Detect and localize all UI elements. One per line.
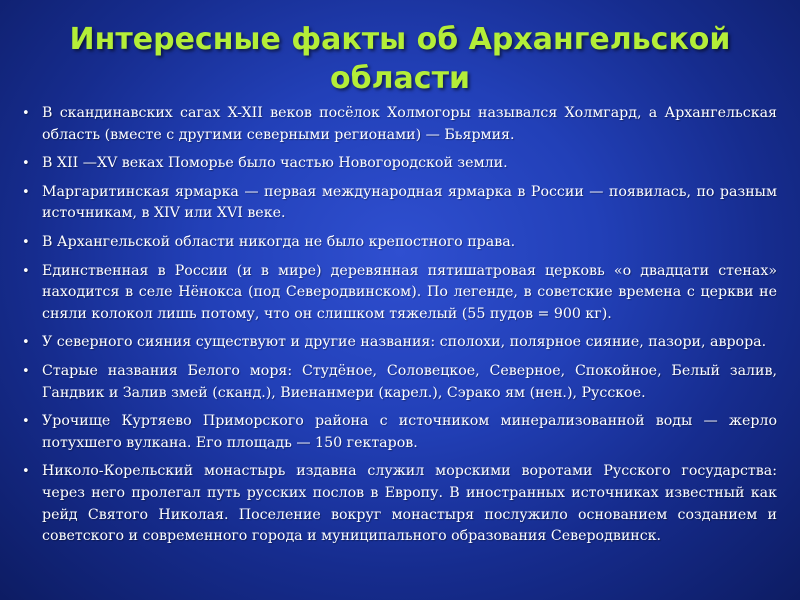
- bullet-icon: •: [22, 234, 30, 250]
- bullet-icon: •: [22, 363, 30, 379]
- fact-text: Единственная в России (и в мире) деревянная пятишатровая церковь «о двадцати стенах» находится в селе Нёнокса (под Северодвинском). По легенде, в советские времена с церкви не сняли колокол лишь потому, что он слишком тяжелый (55 пудов = 900 кг).: [42, 262, 777, 322]
- slide-title-line-2: области: [330, 61, 470, 96]
- bullet-icon: •: [22, 464, 30, 480]
- fact-item: [20, 411, 777, 454]
- bullet-icon: •: [22, 335, 30, 351]
- fact-item: [20, 332, 777, 354]
- fact-item: [20, 103, 777, 146]
- bullet-icon: •: [22, 106, 30, 121]
- bullet-icon: •: [22, 263, 30, 279]
- facts-list: [20, 103, 777, 555]
- fact-item: [20, 461, 777, 547]
- fact-text: В Архангельской области никогда не было крепостного права.: [42, 233, 516, 250]
- bullet-icon: •: [22, 156, 30, 172]
- fact-item: [20, 232, 777, 254]
- slide-title-line-1: Интересные факты об Архангельской: [69, 22, 731, 57]
- fact-text: В XII —XV веках Поморье было частью Новогородской земли.: [42, 155, 508, 172]
- bullet-icon: •: [22, 414, 30, 430]
- fact-text: Старые названия Белого моря: Студёное, Соловецкое, Северное, Спокойное, Белый залив, Гандвик и Залив змей (сканд.), Виенанмери (карел.), Сэрако ям (нен.), Русское.: [42, 362, 777, 401]
- fact-item: [20, 361, 777, 404]
- fact-text: Николо-Корельский монастырь издавна служил морскими воротами Русского государства: через него пролегал путь русских послов в Европу. В иностранных источниках известный как рейд Святого Николая. Поселение вокруг монастыря послужило основанием созданием и советского и современного города и муниципального образования Северодвинск.: [42, 463, 777, 545]
- fact-text: В скандинавских сагах X-XII веков посёлок Холмогоры назывался Холмгард, а Архангельская область (вместе с другими северными регионами) — Бьярмия.: [42, 105, 777, 143]
- fact-text: У северного сияния существуют и другие названия: сполохи, полярное сияние, пазори, аврора.: [42, 334, 767, 351]
- slide-title: [20, 20, 780, 98]
- bullet-icon: •: [22, 184, 30, 200]
- fact-item: [20, 153, 777, 175]
- fact-text: Урочище Куртяево Приморского района с источником минерализованной воды — жерло потухшего вулкана. Его площадь — 150 гектаров.: [42, 413, 777, 451]
- fact-item: [20, 182, 777, 225]
- fact-item: [20, 261, 777, 326]
- fact-text: Маргаритинская ярмарка — первая международная ярмарка в России — появилась, по разным источникам, в XIV или XVI веке.: [42, 183, 777, 222]
